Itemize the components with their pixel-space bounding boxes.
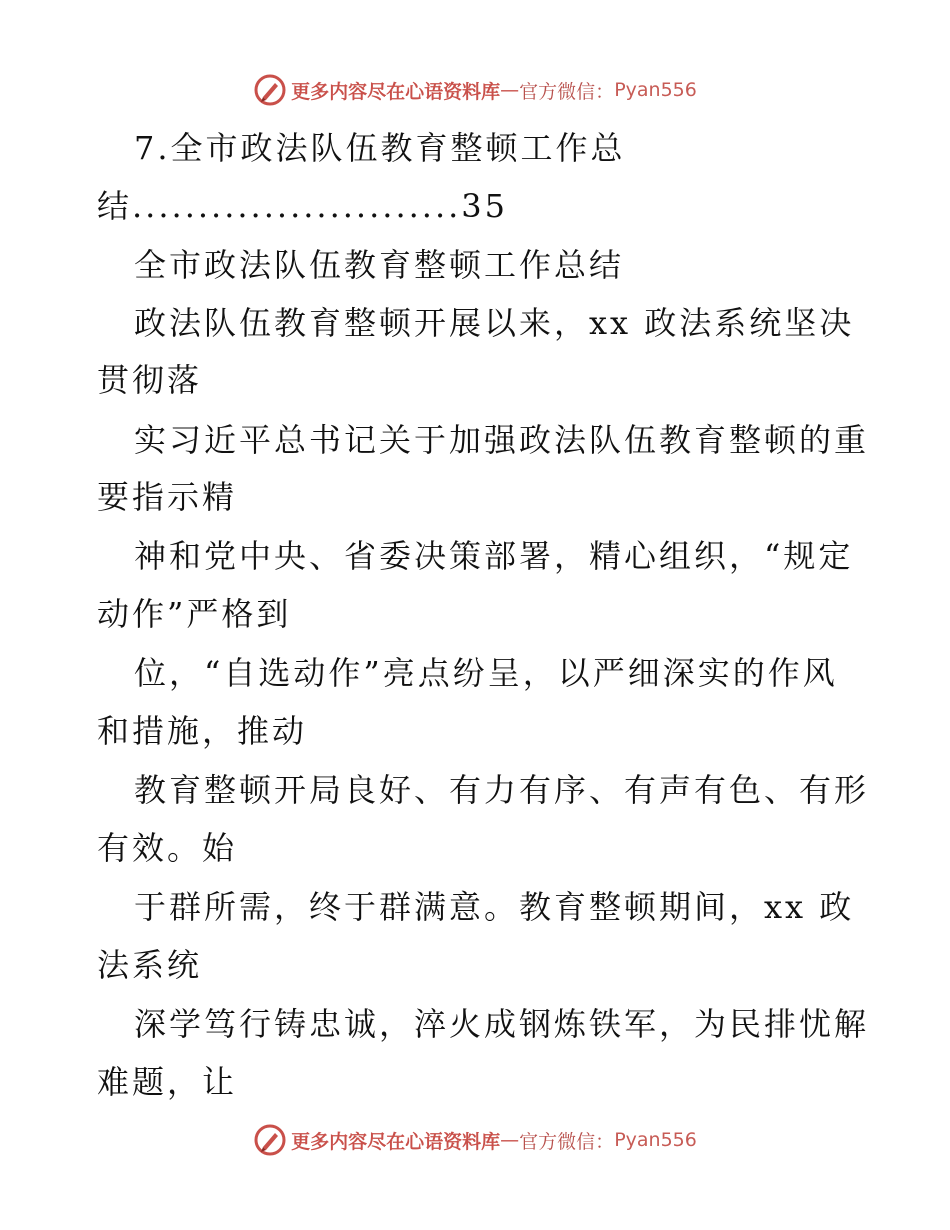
watermark-wechat-label: 官方微信： (519, 80, 615, 103)
body-line: 教育整顿开局良好、有力有序、有声有色、有形 (134, 771, 870, 809)
body-line: 政法队伍教育整顿开展以来，xx 政法系统坚决 (134, 304, 855, 342)
body-line: 和措施，推动 (97, 712, 308, 750)
pen-logo-icon (253, 1123, 287, 1157)
body-line: 要指示精 (97, 478, 238, 516)
body-line: 深学笃行铸忠诚，淬火成钢炼铁军，为民排忧解 (134, 1005, 870, 1043)
watermark-separator: — (500, 79, 520, 101)
body-line: 法系统 (97, 946, 203, 984)
body-line: 实习近平总书记关于加强政法队伍教育整顿的重 (134, 421, 870, 459)
body-line: 神和党中央、省委决策部署，精心组织，“规定 (134, 537, 854, 575)
body-line: 有效。始 (97, 829, 238, 867)
watermark-main-text: 更多内容尽在心语资料库 (291, 1130, 501, 1153)
watermark-wechat-label: 官方微信： (519, 1130, 615, 1153)
body-line: 动作”严格到 (97, 595, 292, 633)
body-line: 位，“自选动作”亮点纷呈，以严细深实的作风 (134, 654, 838, 692)
toc-entry-line2: 结.........................35 (97, 187, 509, 225)
watermark-wechat-id: Pyan556 (614, 79, 697, 101)
footer-watermark (0, 1120, 950, 1160)
body-line: 于群所需，终于群满意。教育整顿期间，xx 政 (134, 888, 855, 926)
body-line: 贯彻落 (97, 361, 203, 399)
watermark-wechat-id: Pyan556 (614, 1129, 697, 1151)
body-line: 难题，让 (97, 1063, 238, 1101)
toc-entry-line1: 7.全市政法队伍教育整顿工作总 (134, 129, 626, 167)
watermark-separator: — (500, 1129, 520, 1151)
section-title: 全市政法队伍教育整顿工作总结 (134, 246, 625, 284)
watermark-main-text: 更多内容尽在心语资料库 (291, 80, 501, 103)
